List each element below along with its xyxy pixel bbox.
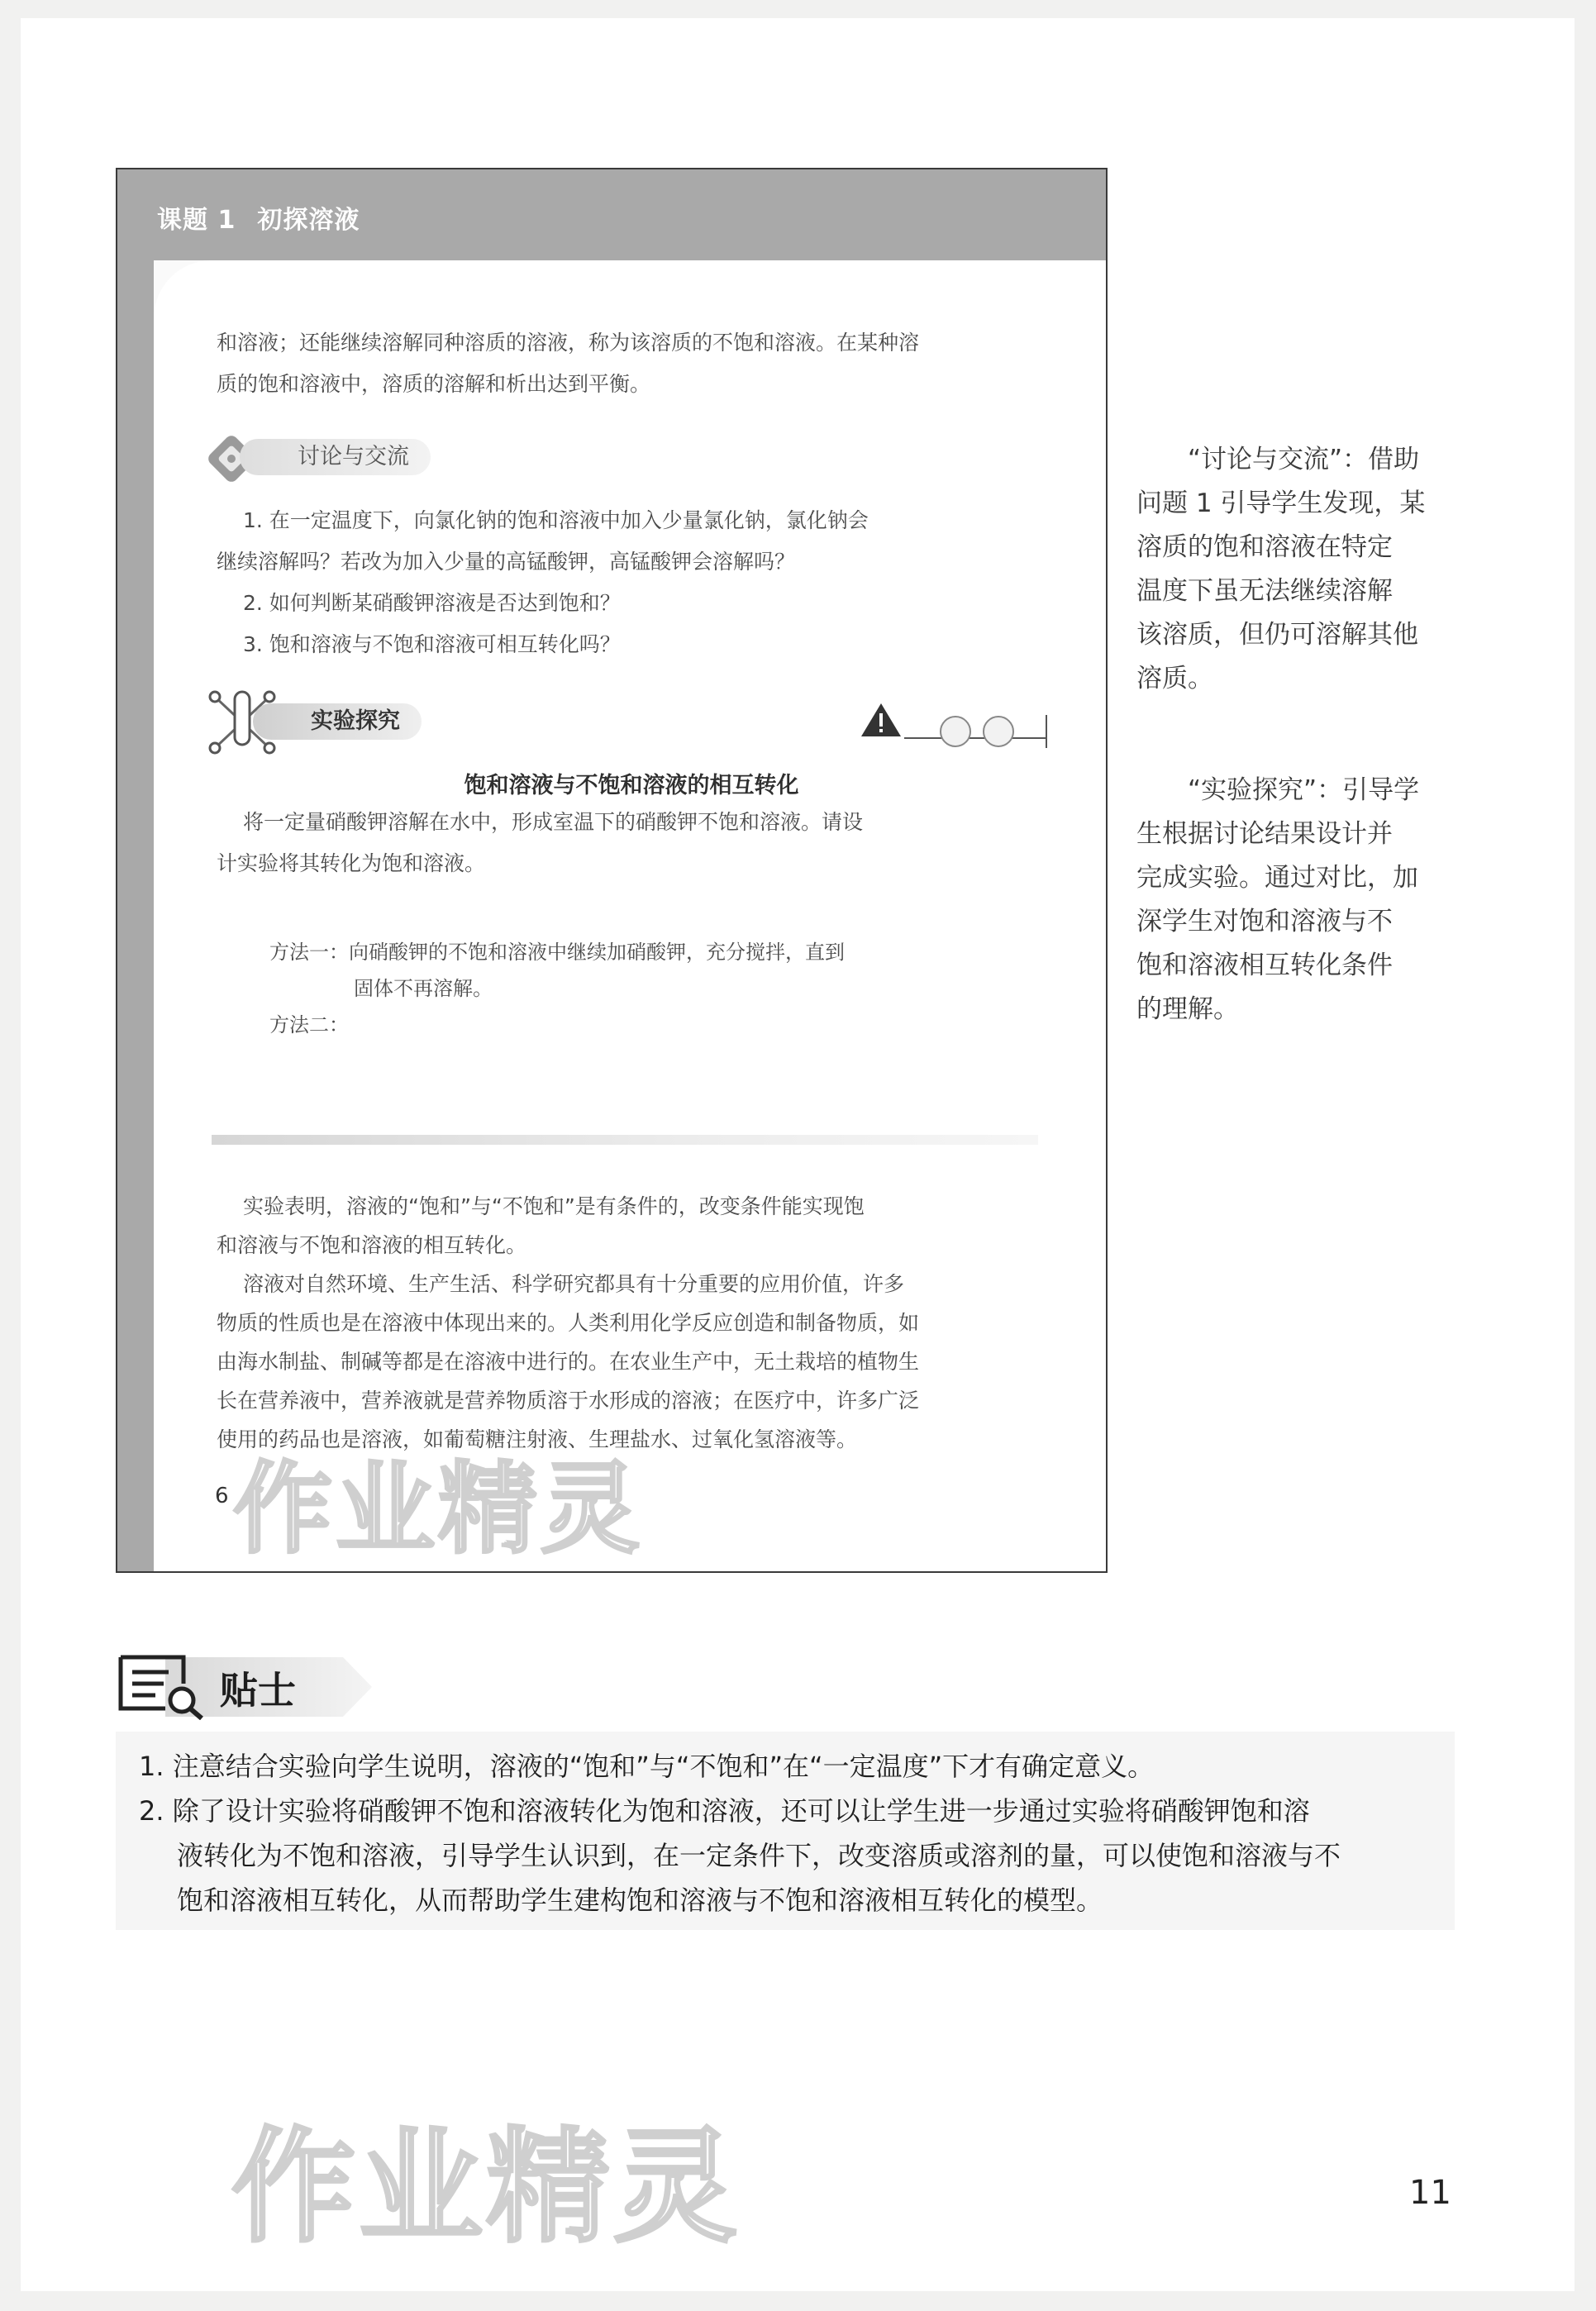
- note-search-icon: [116, 1651, 207, 1720]
- note-line: 该溶质，但仍可溶解其他: [1136, 620, 1418, 650]
- body-line: 和溶液与不饱和溶液的相互转化。: [217, 1233, 527, 1257]
- side-strip: [117, 260, 154, 1573]
- note-line: 的理解。: [1136, 994, 1239, 1024]
- discussion-line: 2. 如何判断某硝酸钾溶液是否达到饱和？: [243, 591, 621, 615]
- discussion-line: 3. 饱和溶液与不饱和溶液可相互转化吗？: [243, 632, 621, 656]
- note-line: 问题 1 引导学生发现，某: [1136, 488, 1426, 518]
- intro-line: 和溶液；还能继续溶解同种溶质的溶液，称为该溶质的不饱和溶液。在某种溶: [217, 331, 920, 355]
- discussion-line: 1. 在一定温度下，向氯化钠的饱和溶液中加入少量氯化钠，氯化钠会: [243, 508, 869, 532]
- tip-line: 2. 除了设计实验将硝酸钾不饱和溶液转化为饱和溶液，还可以让学生进一步通过实验将硝酸钾饱和溶: [139, 1795, 1310, 1827]
- intro-line: 质的饱和溶液中，溶质的溶解和析出达到平衡。: [217, 372, 651, 396]
- discussion-header: [207, 434, 504, 479]
- tip-line: 1. 注意结合实验向学生说明，溶液的“饱和”与“不饱和”在“一定温度”下才有确定意义。: [139, 1751, 1155, 1782]
- experiment-label: 实验探究: [253, 703, 422, 740]
- section-title-text: 初探溶液: [257, 206, 360, 235]
- textbook-page-image: [116, 168, 1108, 1573]
- margin-note-discussion: [1136, 438, 1467, 701]
- method-one-cont: 固体不再溶解。: [354, 977, 493, 1000]
- section-title: [157, 199, 360, 236]
- note-line: “讨论与交流”：借助: [1188, 445, 1420, 474]
- body-line: 由海水制盐、制碱等都是在溶液中进行的。在农业生产中，无土栽培的植物生: [217, 1350, 920, 1374]
- note-line: 完成实验。通过对比，加: [1136, 863, 1418, 893]
- body-line: 实验表明，溶液的“饱和”与“不饱和”是有条件的，改变条件能实现饱: [243, 1194, 865, 1218]
- textbook-content: [154, 260, 1108, 1573]
- watermark-bottom: 作业精灵: [231, 2116, 741, 2260]
- section-divider: [212, 1135, 1038, 1145]
- note-line: 深学生对饱和溶液与不: [1136, 907, 1393, 936]
- method-one: 方法一：向硝酸钾的不饱和溶液中继续加硝酸钾，充分搅拌，直到: [269, 941, 845, 964]
- page-number: 11: [1409, 2174, 1451, 2212]
- tips-title: 贴士: [220, 1668, 296, 1713]
- experiment-title: 饱和溶液与不饱和溶液的相互转化: [464, 773, 799, 798]
- note-line: 温度下虽无法继续溶解: [1136, 576, 1393, 606]
- body-line: 物质的性质也是在溶液中体现出来的。人类利用化学反应创造和制备物质，如: [217, 1311, 920, 1335]
- margin-note-experiment: [1136, 769, 1467, 1032]
- note-line: “实验探究”：引导学: [1188, 775, 1420, 805]
- experiment-line: 计实验将其转化为饱和溶液。: [217, 851, 486, 875]
- method-two: 方法二：: [269, 1013, 349, 1036]
- experiment-header: [207, 698, 537, 743]
- body-line: 使用的药品也是溶液，如葡萄糖注射液、生理盐水、过氧化氢溶液等。: [217, 1427, 858, 1451]
- tip-line: 液转化为不饱和溶液，引导学生认识到，在一定条件下，改变溶质或溶剂的量，可以使饱和溶液与不: [177, 1840, 1341, 1871]
- tips-header: [116, 1649, 388, 1723]
- experiment-line: 将一定量硝酸钾溶解在水中，形成室温下的硝酸钾不饱和溶液。请设: [243, 810, 864, 834]
- textbook-page-number: 6: [215, 1484, 229, 1508]
- note-line: 溶质。: [1136, 664, 1213, 693]
- note-line: 生根据讨论结果设计并: [1136, 819, 1393, 849]
- discussion-line: 继续溶解吗？若改为加入少量的高锰酸钾，高锰酸钾会溶解吗？: [217, 550, 796, 574]
- discussion-label: 讨论与交流: [240, 439, 431, 475]
- safety-icons: [856, 698, 1055, 748]
- tip-line: 饱和溶液相互转化，从而帮助学生建构饱和溶液与不饱和溶液相互转化的模型。: [177, 1885, 1103, 1916]
- watermark: 作业精灵: [233, 1452, 643, 1567]
- body-line: 长在营养液中，营养液就是营养物质溶于水形成的溶液；在医疗中，许多广泛: [217, 1389, 920, 1413]
- section-number: 课题 1: [157, 206, 236, 235]
- body-line: 溶液对自然环境、生产生活、科学研究都具有十分重要的应用价值，许多: [243, 1272, 905, 1296]
- note-line: 溶质的饱和溶液在特定: [1136, 532, 1393, 562]
- note-line: 饱和溶液相互转化条件: [1136, 951, 1393, 980]
